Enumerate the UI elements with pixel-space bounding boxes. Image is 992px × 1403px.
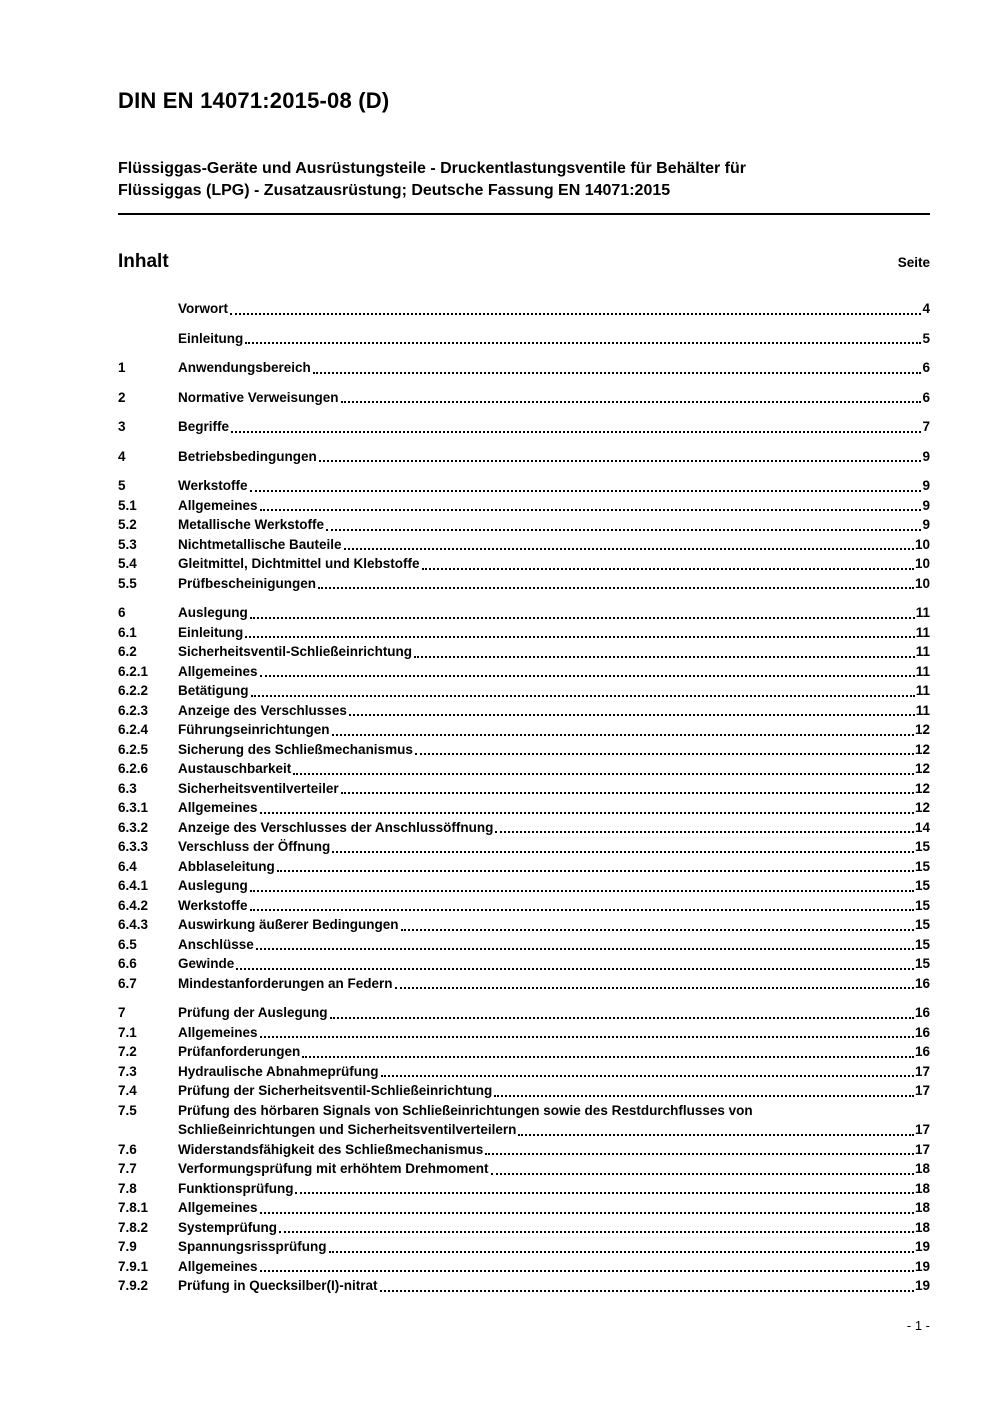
page-number: 12 bbox=[914, 722, 930, 737]
section-number: 5.4 bbox=[118, 556, 137, 571]
section-number: 6.3.3 bbox=[118, 839, 149, 854]
toc-entry bbox=[118, 759, 930, 779]
entry-label: Abblaseleitung bbox=[178, 858, 275, 874]
section-number: 6.2.1 bbox=[118, 663, 149, 679]
toc-entry bbox=[118, 358, 930, 378]
page-number: 16 bbox=[914, 1005, 930, 1020]
entry-label: Anschlüsse bbox=[178, 936, 254, 952]
section-number: 6.4 bbox=[118, 858, 137, 874]
entry-label: Prüfung des hörbaren Signals von Schließeinrichtungen sowie des Restdurchflusses von bbox=[178, 1102, 753, 1118]
page-number: 12 bbox=[914, 761, 930, 776]
toc-entry bbox=[118, 554, 930, 574]
toc-entry bbox=[118, 1062, 930, 1082]
dot-leader bbox=[332, 734, 914, 736]
entry-label: Normative Verweisungen bbox=[178, 389, 339, 405]
toc-entry bbox=[118, 642, 930, 662]
toc-entry bbox=[118, 740, 930, 760]
toc-entry bbox=[118, 1042, 930, 1062]
toc-entry bbox=[118, 857, 930, 877]
page-number: 18 bbox=[914, 1161, 930, 1176]
page-number: 7 bbox=[922, 419, 930, 434]
section-number: 7.4 bbox=[118, 1083, 137, 1098]
dot-leader bbox=[260, 1212, 914, 1214]
toc-entry bbox=[118, 1081, 930, 1101]
toc-entry bbox=[118, 329, 930, 349]
page-number: 19 bbox=[914, 1239, 930, 1254]
section-number: 7.9 bbox=[118, 1239, 137, 1254]
entry-label: Allgemeines bbox=[178, 663, 258, 679]
page-number: 9 bbox=[922, 517, 930, 532]
entry-label: Spannungsrissprüfung bbox=[178, 1239, 327, 1254]
toc-entry bbox=[118, 476, 930, 496]
section-number: 3 bbox=[118, 419, 126, 434]
section-number: 6 bbox=[118, 605, 126, 620]
dot-leader bbox=[260, 675, 915, 677]
page-column-label: Seite bbox=[897, 255, 930, 270]
toc-entry bbox=[118, 1101, 930, 1121]
entry-label: Auswirkung äußerer Bedingungen bbox=[178, 917, 399, 932]
section-number: 7.5 bbox=[118, 1102, 137, 1118]
entry-label: Allgemeines bbox=[178, 1258, 258, 1274]
page-number: 17 bbox=[914, 1063, 930, 1079]
toc-entry bbox=[118, 447, 930, 467]
dot-leader bbox=[230, 313, 921, 315]
dot-leader bbox=[380, 1290, 914, 1292]
toc-heading: Inhalt bbox=[118, 251, 169, 272]
toc-entry bbox=[118, 603, 930, 623]
entry-label: Verschluss der Öffnung bbox=[178, 839, 331, 854]
section-number: 7.1 bbox=[118, 1024, 137, 1040]
dot-leader bbox=[231, 431, 921, 433]
document-title-line: Flüssiggas (LPG) - Zusatzausrüstung; Deutsche Fassung EN 14071:2015 bbox=[118, 182, 671, 199]
dot-leader bbox=[494, 1095, 914, 1097]
page-number: 17 bbox=[914, 1141, 930, 1157]
dot-leader bbox=[260, 1036, 914, 1038]
entry-label: Auslegung bbox=[178, 878, 248, 893]
page-number: 17 bbox=[914, 1122, 930, 1137]
dot-leader bbox=[293, 773, 914, 775]
toc-entry bbox=[118, 1120, 930, 1140]
toc-entry bbox=[118, 974, 930, 994]
dot-leader bbox=[518, 1134, 914, 1136]
entry-label: Einleitung bbox=[178, 624, 244, 640]
page-number: 9 bbox=[922, 448, 930, 464]
page-number: 18 bbox=[914, 1219, 930, 1235]
toc-entry bbox=[118, 623, 930, 643]
dot-leader bbox=[330, 1017, 914, 1019]
page-number: 11 bbox=[915, 663, 930, 679]
document-title bbox=[118, 158, 930, 215]
page-number: 18 bbox=[914, 1180, 930, 1196]
dot-leader bbox=[313, 372, 922, 374]
entry-label: Werkstoffe bbox=[178, 478, 248, 493]
entry-label: Verformungsprüfung mit erhöhtem Drehmoment bbox=[178, 1161, 489, 1176]
toc-entry bbox=[118, 417, 930, 437]
document-title-line: Flüssiggas-Geräte und Ausrüstungsteile - Druckentlastungsventile für Behälter für bbox=[118, 160, 746, 177]
dot-leader bbox=[341, 792, 914, 794]
entry-label: Funktionsprüfung bbox=[178, 1180, 294, 1196]
dot-leader bbox=[319, 460, 922, 462]
entry-label: Anzeige des Verschlusses bbox=[178, 702, 347, 718]
dot-leader bbox=[381, 1075, 914, 1077]
toc-entry bbox=[118, 662, 930, 682]
page-number: 15 bbox=[914, 897, 930, 913]
toc-entry bbox=[118, 1257, 930, 1277]
section-number: 6.3 bbox=[118, 780, 137, 796]
entry-label: Allgemeines bbox=[178, 1200, 258, 1215]
entry-label: Gewinde bbox=[178, 956, 235, 971]
dot-leader bbox=[414, 656, 915, 658]
page-number: 19 bbox=[914, 1278, 930, 1293]
section-number: 6.7 bbox=[118, 975, 137, 991]
entry-label: Begriffe bbox=[178, 419, 230, 434]
section-number: 4 bbox=[118, 448, 126, 464]
entry-label: Vorwort bbox=[178, 301, 228, 316]
dot-leader bbox=[256, 948, 914, 950]
entry-label: Betriebsbedingungen bbox=[178, 448, 317, 464]
page-number: 9 bbox=[922, 478, 930, 493]
toc-entry bbox=[118, 896, 930, 916]
section-number: 6.2.4 bbox=[118, 722, 149, 737]
section-number: 6.2.5 bbox=[118, 741, 149, 757]
entry-label: Einleitung bbox=[178, 330, 244, 346]
page-number: 12 bbox=[914, 741, 930, 757]
toc-entry bbox=[118, 1276, 930, 1296]
page-number: 17 bbox=[914, 1083, 930, 1098]
section-number: 2 bbox=[118, 389, 126, 405]
section-number: 1 bbox=[118, 360, 126, 375]
section-number: 6.3.2 bbox=[118, 819, 149, 835]
page-number: 16 bbox=[914, 1024, 930, 1040]
dot-leader bbox=[415, 753, 914, 755]
page-number: 15 bbox=[914, 936, 930, 952]
page-number: 11 bbox=[915, 702, 930, 718]
page-number: 16 bbox=[914, 1044, 930, 1059]
toc-entry bbox=[118, 935, 930, 955]
entry-label: Prüfung in Quecksilber(I)-nitrat bbox=[178, 1278, 378, 1293]
dot-leader bbox=[251, 695, 915, 697]
dot-leader bbox=[401, 929, 914, 931]
page-number: 11 bbox=[915, 624, 930, 640]
section-number: 5.5 bbox=[118, 575, 137, 591]
page-number: 10 bbox=[914, 575, 930, 591]
toc-entry bbox=[118, 535, 930, 555]
section-number: 7.6 bbox=[118, 1141, 137, 1157]
section-number: 6.2.3 bbox=[118, 702, 149, 718]
page-number: 10 bbox=[914, 536, 930, 552]
document-code: DIN EN 14071:2015-08 (D) bbox=[118, 88, 390, 113]
toc-entry bbox=[118, 1140, 930, 1160]
dot-leader bbox=[260, 812, 914, 814]
toc-entry bbox=[118, 388, 930, 408]
dot-leader bbox=[422, 568, 914, 570]
entry-label: Prüfung der Sicherheitsventil-Schließeinrichtung bbox=[178, 1083, 493, 1098]
dot-leader bbox=[245, 342, 921, 344]
section-number: 6.2.2 bbox=[118, 683, 149, 698]
entry-label: Sicherheitsventil-Schließeinrichtung bbox=[178, 644, 413, 659]
toc-entry bbox=[118, 1198, 930, 1218]
page-number: 5 bbox=[922, 330, 930, 346]
entry-label: Systemprüfung bbox=[178, 1219, 278, 1235]
section-number: 7.2 bbox=[118, 1044, 137, 1059]
section-number: 6.4.2 bbox=[118, 897, 149, 913]
entry-label: Mindestanforderungen an Federn bbox=[178, 975, 393, 991]
dot-leader bbox=[245, 636, 914, 638]
dot-leader bbox=[260, 509, 922, 511]
page-number: 12 bbox=[914, 780, 930, 796]
toc-entry bbox=[118, 515, 930, 535]
entry-label: Allgemeines bbox=[178, 1024, 258, 1040]
dot-leader bbox=[495, 831, 914, 833]
entry-label: Sicherheitsventilverteiler bbox=[178, 780, 339, 796]
page-number: 11 bbox=[915, 644, 930, 659]
toc-entry bbox=[118, 681, 930, 701]
page-number: 15 bbox=[914, 878, 930, 893]
page-number: 11 bbox=[915, 605, 930, 620]
footer-page-number: - 1 - bbox=[906, 1318, 930, 1333]
toc-entry bbox=[118, 798, 930, 818]
section-number: 7.8.2 bbox=[118, 1219, 149, 1235]
entry-label: Hydraulische Abnahmeprüfung bbox=[178, 1063, 379, 1079]
entry-label: Prüfanforderungen bbox=[178, 1044, 301, 1059]
dot-leader bbox=[236, 968, 914, 970]
section-number: 6.6 bbox=[118, 956, 137, 971]
entry-label: Schließeinrichtungen und Sicherheitsventilverteilern bbox=[178, 1122, 517, 1137]
section-number: 7.9.1 bbox=[118, 1258, 149, 1274]
entry-label: Nichtmetallische Bauteile bbox=[178, 536, 342, 552]
entry-label: Gleitmittel, Dichtmittel und Klebstoffe bbox=[178, 556, 420, 571]
section-number: 6.2.6 bbox=[118, 761, 149, 776]
page-number: 18 bbox=[914, 1200, 930, 1215]
dot-leader bbox=[302, 1056, 914, 1058]
section-number: 5.1 bbox=[118, 497, 137, 513]
dot-leader bbox=[395, 987, 914, 989]
section-number: 7.8.1 bbox=[118, 1200, 149, 1215]
dot-leader bbox=[491, 1173, 914, 1175]
section-number: 6.1 bbox=[118, 624, 137, 640]
entry-label: Anzeige des Verschlusses der Anschlussöffnung bbox=[178, 819, 494, 835]
toc-entry bbox=[118, 701, 930, 721]
toc-entry bbox=[118, 779, 930, 799]
dot-leader bbox=[341, 401, 922, 403]
entry-label: Betätigung bbox=[178, 683, 249, 698]
page-number: 15 bbox=[914, 956, 930, 971]
section-number: 7.3 bbox=[118, 1063, 137, 1079]
dot-leader bbox=[279, 1231, 914, 1233]
page-number: 11 bbox=[915, 683, 930, 698]
page-number: 6 bbox=[922, 389, 930, 405]
dot-leader bbox=[349, 714, 915, 716]
page-number: 15 bbox=[914, 858, 930, 874]
toc-entry bbox=[118, 1179, 930, 1199]
toc-entry bbox=[118, 1218, 930, 1238]
dot-leader bbox=[332, 851, 914, 853]
toc-entry bbox=[118, 299, 930, 319]
dot-leader bbox=[250, 490, 922, 492]
dot-leader bbox=[318, 587, 914, 589]
entry-label: Prüfbescheinigungen bbox=[178, 575, 317, 591]
toc-entry bbox=[118, 876, 930, 896]
page-number: 10 bbox=[914, 556, 930, 571]
entry-label: Prüfung der Auslegung bbox=[178, 1005, 328, 1020]
toc-entry bbox=[118, 1003, 930, 1023]
dot-leader bbox=[250, 909, 914, 911]
entry-label: Allgemeines bbox=[178, 497, 258, 513]
page-number: 14 bbox=[914, 819, 930, 835]
entry-label: Metallische Werkstoffe bbox=[178, 517, 325, 532]
dot-leader bbox=[329, 1251, 914, 1253]
toc-entry bbox=[118, 1159, 930, 1179]
section-number: 6.4.3 bbox=[118, 917, 149, 932]
page-number: 9 bbox=[922, 497, 930, 513]
section-number: 6.4.1 bbox=[118, 878, 149, 893]
toc-entry bbox=[118, 1023, 930, 1043]
toc-entry bbox=[118, 720, 930, 740]
section-number: 6.3.1 bbox=[118, 800, 149, 815]
dot-leader bbox=[326, 529, 921, 531]
dot-leader bbox=[295, 1192, 913, 1194]
entry-label: Widerstandsfähigkeit des Schließmechanismus bbox=[178, 1141, 484, 1157]
entry-label: Austauschbarkeit bbox=[178, 761, 292, 776]
dot-leader bbox=[485, 1153, 914, 1155]
section-number: 5.2 bbox=[118, 517, 137, 532]
toc-entry bbox=[118, 1237, 930, 1257]
page-number: 6 bbox=[922, 360, 930, 375]
dot-leader bbox=[344, 548, 914, 550]
page-content bbox=[118, 0, 930, 1296]
dot-leader bbox=[260, 1270, 914, 1272]
page-number: 12 bbox=[914, 800, 930, 815]
section-number: 7 bbox=[118, 1005, 126, 1020]
dot-leader bbox=[277, 870, 914, 872]
section-number: 7.8 bbox=[118, 1180, 137, 1196]
toc-entry bbox=[118, 496, 930, 516]
section-number: 5.3 bbox=[118, 536, 137, 552]
entry-label: Auslegung bbox=[178, 605, 248, 620]
entry-label: Sicherung des Schließmechanismus bbox=[178, 741, 413, 757]
toc-entry bbox=[118, 818, 930, 838]
toc-entry bbox=[118, 915, 930, 935]
page-number: 15 bbox=[914, 917, 930, 932]
section-number: 6.5 bbox=[118, 936, 137, 952]
entry-label: Führungseinrichtungen bbox=[178, 722, 330, 737]
entry-label: Anwendungsbereich bbox=[178, 360, 311, 375]
toc-entry bbox=[118, 574, 930, 594]
dot-leader bbox=[250, 617, 915, 619]
toc-header bbox=[118, 251, 930, 273]
entry-label: Allgemeines bbox=[178, 800, 258, 815]
page-number: 4 bbox=[922, 301, 930, 316]
section-number: 7.7 bbox=[118, 1161, 137, 1176]
toc-entry bbox=[118, 837, 930, 857]
dot-leader bbox=[250, 890, 914, 892]
section-number: 7.9.2 bbox=[118, 1278, 149, 1293]
entry-label: Werkstoffe bbox=[178, 897, 248, 913]
page-number: 15 bbox=[914, 839, 930, 854]
section-number: 5 bbox=[118, 478, 126, 493]
toc-entry bbox=[118, 954, 930, 974]
page-number: 16 bbox=[914, 975, 930, 991]
toc-list bbox=[118, 299, 930, 1296]
section-number: 6.2 bbox=[118, 644, 137, 659]
page-number: 19 bbox=[914, 1258, 930, 1274]
